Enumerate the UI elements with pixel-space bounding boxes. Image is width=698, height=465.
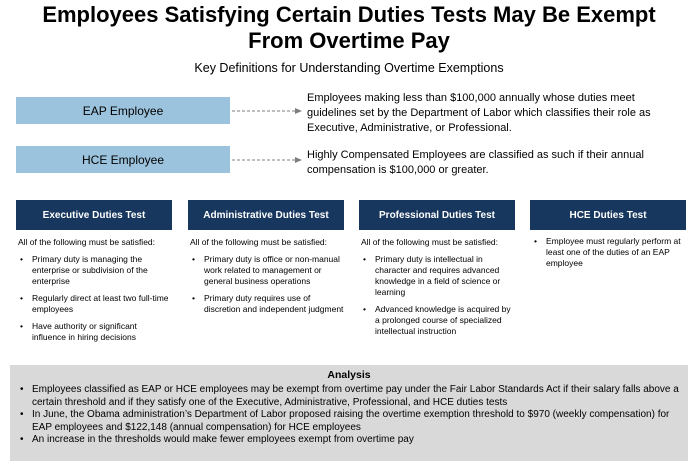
bullet-icon: • xyxy=(20,409,24,420)
hce-description: Highly Compensated Employees are classified as such if their annual compensation is $100,000 or greater. xyxy=(307,149,644,176)
bullet-icon: • xyxy=(20,321,23,331)
list-item: • Employees classified as EAP or HCE employees may be exempt from overtime pay under the Fair Labor Standards Act if their salary falls above a certain threshold and if they satisfy one of the Executive, Administrative, Professional, and HCE duties tests xyxy=(20,384,679,408)
page-subtitle: Key Definitions for Understanding Overtime Exemptions xyxy=(194,61,504,75)
list-item: • Have authority or significant influence in hiring decisions xyxy=(20,321,137,342)
administrative-test-header: Administrative Duties Test xyxy=(188,200,344,230)
list-item: • In June, the Obama administration’s Department of Labor proposed raising the overtime exemption threshold to $970 (weekly compensation) for EAP employees and $122,148 (annual compensation) for HCE employees xyxy=(20,409,670,433)
professional-test-list xyxy=(359,254,515,337)
hce-test-list xyxy=(530,236,686,269)
page-title xyxy=(0,2,698,54)
list-item: • Primary duty is intellectual in character and requires advanced knowledge in a field of science or learning xyxy=(363,254,501,297)
administrative-test-column xyxy=(188,200,344,321)
executive-test-column xyxy=(16,200,172,349)
bullet-icon: • xyxy=(192,254,195,264)
bullet-icon: • xyxy=(192,293,195,303)
analysis-panel xyxy=(10,365,688,461)
hce-test-header: HCE Duties Test xyxy=(530,200,686,230)
title-line-2: From Overtime Pay xyxy=(248,28,450,53)
list-item: • Primary duty is office or non-manual work related to management or general business operations xyxy=(192,254,340,286)
hce-test-column xyxy=(530,200,686,275)
eap-arrow-icon xyxy=(232,106,302,116)
administrative-test-list xyxy=(188,254,344,315)
bullet-icon: • xyxy=(20,293,23,303)
bullet-icon: • xyxy=(363,254,366,264)
executive-test-list xyxy=(16,254,172,343)
analysis-title: Analysis xyxy=(327,369,371,381)
bullet-icon: • xyxy=(20,254,23,264)
bullet-icon: • xyxy=(534,236,537,246)
list-item: • Primary duty requires use of discretion and independent judgment xyxy=(192,293,344,314)
list-item: • Employee must regularly perform at least one of the duties of an EAP employee xyxy=(534,236,681,268)
list-item: • Primary duty is managing the enterprise or subdivision of the enterprise xyxy=(20,254,148,286)
hce-term: HCE Employee xyxy=(81,152,165,167)
bullet-icon: • xyxy=(20,434,24,445)
executive-test-header: Executive Duties Test xyxy=(16,200,172,230)
list-item: • An increase in the thresholds would make fewer employees exempt from overtime pay xyxy=(20,434,414,445)
bullet-icon: • xyxy=(363,304,366,314)
executive-test-intro: All of the following must be satisfied: xyxy=(18,237,156,247)
eap-term: EAP Employee xyxy=(82,103,164,118)
list-item: • Advanced knowledge is acquired by a prolonged course of specialized intellectual instruction xyxy=(363,304,511,336)
professional-test-intro: All of the following must be satisfied: xyxy=(361,237,499,247)
professional-test-header: Professional Duties Test xyxy=(359,200,515,230)
administrative-test-intro: All of the following must be satisfied: xyxy=(190,237,328,247)
eap-definition-box xyxy=(16,97,230,124)
analysis-list xyxy=(18,384,680,447)
bullet-icon: • xyxy=(20,384,24,395)
professional-test-column xyxy=(359,200,515,343)
hce-definition-box xyxy=(16,146,230,173)
eap-description: Employees making less than $100,000 annually whose duties meet guidelines set by the Department of Labor which classifies their role as Executive, Administrative, or Professional. xyxy=(307,92,651,134)
title-line-1: Employees Satisfying Certain Duties Tests May Be Exempt xyxy=(42,2,656,27)
hce-arrow-icon xyxy=(232,155,302,165)
list-item: • Regularly direct at least two full-time employees xyxy=(20,293,169,314)
